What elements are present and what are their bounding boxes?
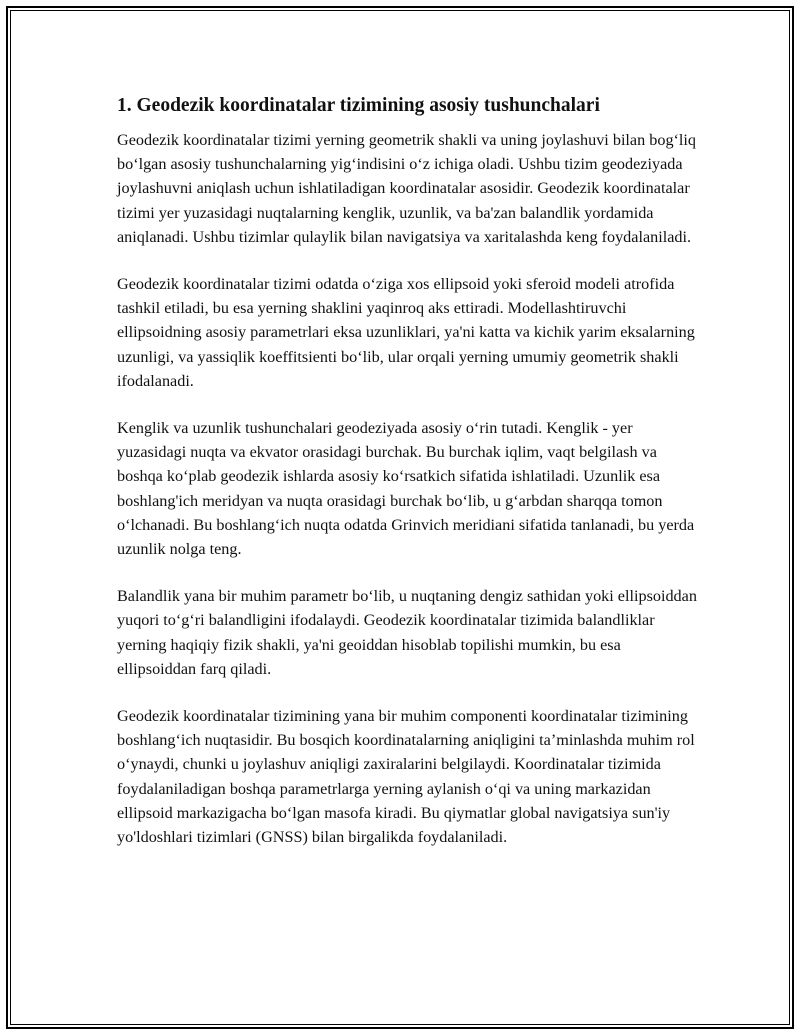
paragraph-2: Geodezik koordinatalar tizimi odatda o‘ziga xos ellipsoid yoki sferoid modeli atrofida tashkil etiladi, bu esa yerning shaklini yaqinroq aks ettiradi. Modellashtiruvchi ellipsoidning asosiy parametrlari eksa uzunliklari, ya'ni katta va kichik yarim eksalarning uzunligi, va yassiqlik koeffitsienti bo‘lib, ular orqali yerning umumiy geometrik shakli ifodalanadi. — [117, 275, 695, 390]
paragraph-3: Kenglik va uzunlik tushunchalari geodeziyada asosiy o‘rin tutadi. Kenglik - yer yuzasidagi nuqta va ekvator orasidagi burchak. Bu burchak iqlim, vaqt belgilash va boshqa ko‘plab geodezik ishlarda asosiy ko‘rsatkich sifatida ishlatiladi. Uzunlik esa boshlang'ich meridyan va nuqta orasidagi burchak bo‘lib, u g‘arbdan sharqqa tomon o‘lchanadi. Bu boshlang‘ich nuqta odatda Grinvich meridiani sifatida tanlanadi, bu yerda uzunlik nolga teng. — [117, 419, 695, 559]
document-body — [117, 92, 697, 872]
paragraph-5: Geodezik koordinatalar tizimining yana bir muhim componenti koordinatalar tizimining boshlang‘ich nuqtasidir. Bu bosqich koordinatalarning aniqligini ta’minlashda muhim rol o‘ynaydi, chunki u joylashuv aniqligi zaxiralarini belgilaydi. Koordinatalar tizimida foydalaniladigan boshqa parametrlarga yerning aylanish o‘qi va uning markazidan ellipsoid markazigacha bo‘lgan masofa kiradi. Bu qiymatlar global navigatsiya sun'iy yo'ldoshlari tizimlari (GNSS) bilan birgalikda foydalaniladi. — [117, 707, 695, 847]
section-heading: 1. Geodezik koordinatalar tizimining asosiy tushunchalari — [117, 95, 600, 116]
paragraph-1: Geodezik koordinatalar tizimi yerning geometrik shakli va uning joylashuvi bilan bog‘liq bo‘lgan asosiy tushunchalarning yig‘indisini o‘z ichiga oladi. Ushbu tizim geodeziyada joylashuvni aniqlash uchun ishlatiladigan koordinatalar asosidir. Geodezik koordinatalar tizimi yer yuzasidagi nuqtalarning kenglik, uzunlik, va ba'zan balandlik yordamida aniqlanadi. Ushbu tizimlar qulaylik bilan navigatsiya va xaritalashda keng foydalaniladi. — [117, 131, 697, 246]
paragraph-4: Balandlik yana bir muhim parametr bo‘lib, u nuqtaning dengiz sathidan yoki ellipsoiddan yuqori to‘g‘ri balandligini ifodalaydi. Geodezik koordinatalar tizimida balandliklar yerning haqiqiy fizik shakli, ya'ni geoiddan hisoblab topilishi mumkin, bu esa ellipsoiddan farq qiladi. — [117, 587, 697, 678]
